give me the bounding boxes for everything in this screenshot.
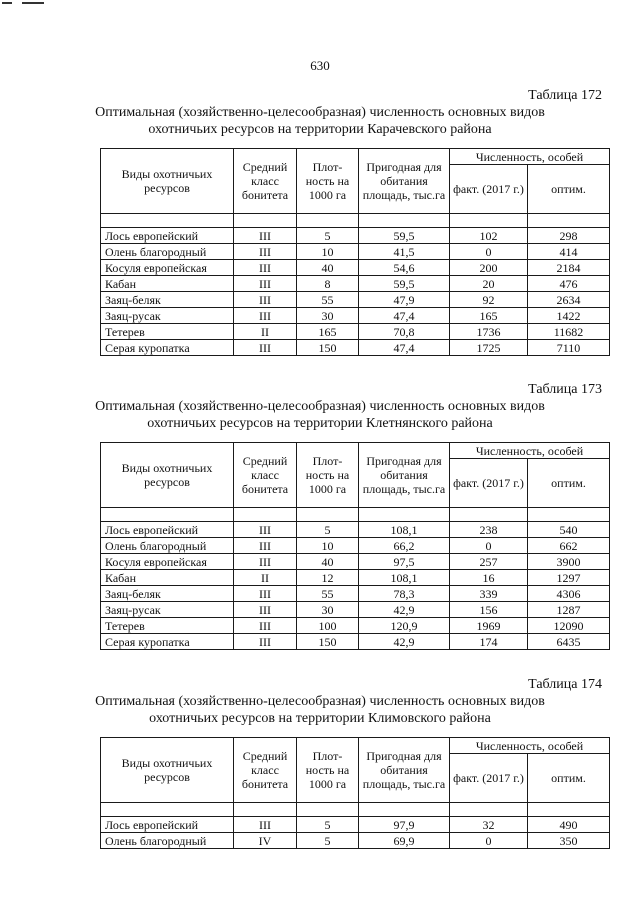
cell-area: 47,4 (359, 308, 450, 324)
cell-optim: 414 (528, 244, 610, 260)
cell-optim: 12090 (528, 618, 610, 634)
empty-cell (101, 508, 234, 522)
empty-cell (101, 803, 234, 817)
cell-optim: 1287 (528, 602, 610, 618)
cell-area: 59,5 (359, 276, 450, 292)
cell-optim: 540 (528, 522, 610, 538)
cell-area: 41,5 (359, 244, 450, 260)
cell-class: III (234, 244, 297, 260)
table-caption (60, 398, 580, 432)
cell-fact: 102 (450, 228, 528, 244)
header-class: Средний класс бонитета (234, 738, 297, 803)
table-caption (60, 104, 580, 138)
cell-class: III (234, 586, 297, 602)
cell-fact: 156 (450, 602, 528, 618)
cell-class: III (234, 260, 297, 276)
header-area: Пригодная для обитания площадь, тыс.га (359, 443, 450, 508)
cell-class: III (234, 308, 297, 324)
cell-fact: 1725 (450, 340, 528, 356)
header-count: Численность, особей (450, 443, 610, 459)
header-class: Средний класс бонитета (234, 443, 297, 508)
table-row (101, 618, 610, 634)
cell-class: III (234, 618, 297, 634)
caption-line-1: Оптимальная (хозяйственно-целесообразная) численность основных видов (95, 694, 545, 709)
cell-area: 120,9 (359, 618, 450, 634)
cell-fact: 238 (450, 522, 528, 538)
header-optim: оптим. (528, 165, 610, 214)
cell-area: 54,6 (359, 260, 450, 276)
empty-cell (297, 214, 359, 228)
table-row (101, 570, 610, 586)
header-fact: факт. (2017 г.) (450, 754, 528, 803)
cell-fact: 20 (450, 276, 528, 292)
table-row (101, 602, 610, 618)
cell-species: Тетерев (101, 618, 234, 634)
cell-class: III (234, 554, 297, 570)
table-row (101, 308, 610, 324)
empty-cell (359, 803, 450, 817)
table-row (101, 244, 610, 260)
cell-area: 78,3 (359, 586, 450, 602)
table-row (101, 228, 610, 244)
header-density: Плот- ность на 1000 га (297, 443, 359, 508)
cell-density: 40 (297, 260, 359, 276)
table-row (101, 554, 610, 570)
caption-line-2: охотничьих ресурсов на территории Климовского района (149, 711, 491, 726)
cell-optim: 1422 (528, 308, 610, 324)
cell-density: 30 (297, 308, 359, 324)
empty-cell (450, 508, 528, 522)
cell-fact: 257 (450, 554, 528, 570)
cell-species: Тетерев (101, 324, 234, 340)
empty-cell (297, 508, 359, 522)
header-count: Численность, особей (450, 149, 610, 165)
cell-area: 97,5 (359, 554, 450, 570)
header-count: Численность, особей (450, 738, 610, 754)
header-species: Виды охотничьих ресурсов (101, 149, 234, 214)
header-area: Пригодная для обитания площадь, тыс.га (359, 149, 450, 214)
header-density: Плот- ность на 1000 га (297, 738, 359, 803)
cell-density: 5 (297, 228, 359, 244)
cell-area: 42,9 (359, 634, 450, 650)
empty-cell (528, 214, 610, 228)
empty-cell (101, 214, 234, 228)
cell-class: II (234, 324, 297, 340)
cell-optim: 4306 (528, 586, 610, 602)
cell-optim: 2634 (528, 292, 610, 308)
cell-class: III (234, 292, 297, 308)
table-number: Таблица 173 (528, 382, 602, 397)
header-class: Средний класс бонитета (234, 149, 297, 214)
cell-density: 150 (297, 634, 359, 650)
cell-fact: 174 (450, 634, 528, 650)
cell-fact: 165 (450, 308, 528, 324)
table-caption (60, 693, 580, 727)
table-row (101, 538, 610, 554)
cell-density: 55 (297, 292, 359, 308)
header-optim: оптим. (528, 459, 610, 508)
cell-species: Лось европейский (101, 522, 234, 538)
cell-species: Косуля европейская (101, 554, 234, 570)
cell-optim: 11682 (528, 324, 610, 340)
cell-area: 42,9 (359, 602, 450, 618)
caption-line-2: охотничьих ресурсов на территории Клетнянского района (147, 416, 493, 431)
cell-area: 108,1 (359, 522, 450, 538)
caption-line-2: охотничьих ресурсов на территории Карачевского района (148, 122, 492, 137)
cell-area: 69,9 (359, 833, 450, 849)
cell-density: 30 (297, 602, 359, 618)
cell-optim: 2184 (528, 260, 610, 276)
caption-line-1: Оптимальная (хозяйственно-целесообразная) численность основных видов (95, 105, 545, 120)
cell-fact: 1736 (450, 324, 528, 340)
scan-corner-mark (0, 0, 48, 6)
cell-class: II (234, 570, 297, 586)
empty-cell (234, 214, 297, 228)
data-table (100, 442, 610, 650)
cell-density: 150 (297, 340, 359, 356)
cell-optim: 3900 (528, 554, 610, 570)
cell-optim: 7110 (528, 340, 610, 356)
cell-species: Лось европейский (101, 228, 234, 244)
cell-optim: 490 (528, 817, 610, 833)
table-row (101, 833, 610, 849)
cell-class: III (234, 276, 297, 292)
cell-area: 66,2 (359, 538, 450, 554)
cell-area: 108,1 (359, 570, 450, 586)
header-fact: факт. (2017 г.) (450, 459, 528, 508)
cell-species: Олень благородный (101, 538, 234, 554)
cell-class: III (234, 522, 297, 538)
cell-optim: 6435 (528, 634, 610, 650)
empty-cell (528, 508, 610, 522)
cell-density: 5 (297, 833, 359, 849)
cell-species: Косуля европейская (101, 260, 234, 276)
cell-optim: 476 (528, 276, 610, 292)
cell-species: Лось европейский (101, 817, 234, 833)
cell-fact: 16 (450, 570, 528, 586)
cell-species: Заяц-беляк (101, 586, 234, 602)
table-row (101, 340, 610, 356)
cell-fact: 0 (450, 244, 528, 260)
cell-species: Олень благородный (101, 244, 234, 260)
empty-cell (234, 803, 297, 817)
cell-species: Олень благородный (101, 833, 234, 849)
cell-area: 59,5 (359, 228, 450, 244)
header-area: Пригодная для обитания площадь, тыс.га (359, 738, 450, 803)
empty-cell (359, 214, 450, 228)
header-fact: факт. (2017 г.) (450, 165, 528, 214)
cell-fact: 0 (450, 538, 528, 554)
cell-density: 100 (297, 618, 359, 634)
table-number: Таблица 172 (528, 88, 602, 103)
cell-fact: 200 (450, 260, 528, 276)
cell-area: 47,4 (359, 340, 450, 356)
empty-cell (359, 508, 450, 522)
cell-optim: 662 (528, 538, 610, 554)
cell-area: 97,9 (359, 817, 450, 833)
cell-fact: 92 (450, 292, 528, 308)
cell-fact: 0 (450, 833, 528, 849)
cell-density: 5 (297, 522, 359, 538)
empty-cell (450, 803, 528, 817)
cell-species: Заяц-беляк (101, 292, 234, 308)
header-optim: оптим. (528, 754, 610, 803)
cell-class: III (234, 340, 297, 356)
cell-class: IV (234, 833, 297, 849)
cell-class: III (234, 228, 297, 244)
table-row (101, 586, 610, 602)
cell-species: Кабан (101, 276, 234, 292)
cell-class: III (234, 817, 297, 833)
cell-density: 40 (297, 554, 359, 570)
cell-density: 55 (297, 586, 359, 602)
data-table (100, 737, 610, 849)
table-row (101, 260, 610, 276)
table-row (101, 292, 610, 308)
cell-density: 5 (297, 817, 359, 833)
data-table (100, 148, 610, 356)
cell-density: 12 (297, 570, 359, 586)
cell-species: Серая куропатка (101, 634, 234, 650)
cell-density: 10 (297, 538, 359, 554)
cell-class: III (234, 634, 297, 650)
cell-species: Заяц-русак (101, 308, 234, 324)
empty-cell (450, 214, 528, 228)
table-row (101, 276, 610, 292)
caption-line-1: Оптимальная (хозяйственно-целесообразная) численность основных видов (95, 399, 545, 414)
cell-optim: 1297 (528, 570, 610, 586)
cell-fact: 1969 (450, 618, 528, 634)
cell-species: Заяц-русак (101, 602, 234, 618)
header-density: Плот- ность на 1000 га (297, 149, 359, 214)
header-species: Виды охотничьих ресурсов (101, 738, 234, 803)
cell-area: 47,9 (359, 292, 450, 308)
empty-cell (528, 803, 610, 817)
cell-fact: 32 (450, 817, 528, 833)
cell-optim: 350 (528, 833, 610, 849)
page-number: 630 (310, 58, 330, 73)
cell-density: 10 (297, 244, 359, 260)
header-species: Виды охотничьих ресурсов (101, 443, 234, 508)
cell-density: 165 (297, 324, 359, 340)
empty-cell (234, 508, 297, 522)
cell-species: Серая куропатка (101, 340, 234, 356)
table-row (101, 817, 610, 833)
table-row (101, 634, 610, 650)
empty-cell (297, 803, 359, 817)
cell-density: 8 (297, 276, 359, 292)
cell-class: III (234, 602, 297, 618)
table-row (101, 324, 610, 340)
cell-class: III (234, 538, 297, 554)
table-number: Таблица 174 (528, 677, 602, 692)
cell-area: 70,8 (359, 324, 450, 340)
cell-fact: 339 (450, 586, 528, 602)
table-row (101, 522, 610, 538)
cell-optim: 298 (528, 228, 610, 244)
cell-species: Кабан (101, 570, 234, 586)
